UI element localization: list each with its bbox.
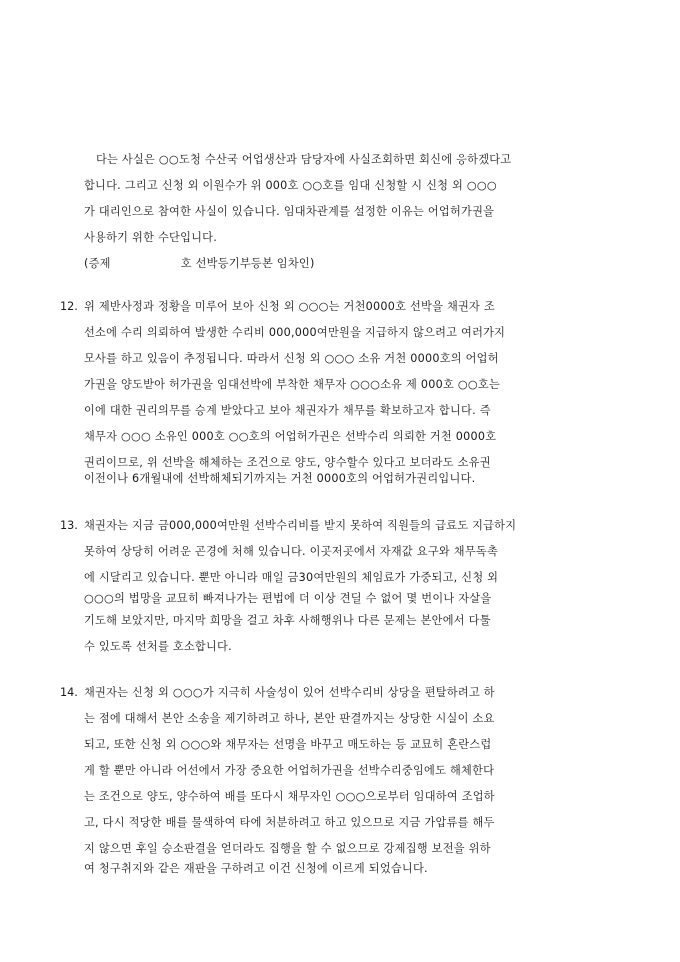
text-line: 위 제반사정과 정황을 미루어 보아 신청 외 ○○○는 거천0000호 선박을 채권자 조 <box>84 300 495 313</box>
text-line: 수 있도록 선처를 호소합니다. <box>84 640 232 653</box>
paragraph-number: 13. <box>60 519 78 532</box>
text-line: 합니다. 그리고 신청 외 이원수가 위 000호 ○○호를 임대 신청할 시 신청 외 ○○○ <box>84 179 497 192</box>
text-line: 여 청구취지와 같은 재판을 구하려고 이건 신청에 이르게 되었습니다. <box>84 862 428 875</box>
text-line: 채권자는 신청 외 ○○○가 지극히 사술성이 있어 선박수리비 상당을 편탈하려고 하 <box>84 686 495 699</box>
text-line: 고, 다시 적당한 배를 물색하여 타에 처분하려고 하고 있으므로 지금 가압류를 해두 <box>84 816 495 829</box>
paragraph-number: 12. <box>60 300 78 313</box>
text-line: 가 대리인으로 참여한 사실이 있습니다. 임대차관계를 설정한 이유는 어업허가권을 <box>84 205 495 218</box>
text-line: 채무자 ○○○ 소유인 000호 ○○호의 어업허가권은 선박수리 의뢰한 거천 0000호 <box>84 430 497 443</box>
text-line: 사용하기 위한 수단입니다. <box>84 231 218 244</box>
text-line: 기도해 보았지만, 마지막 희망을 걸고 차후 사해행위나 다른 문제는 본안에서 다툴 <box>84 614 491 627</box>
text-line: 선소에 수리 의뢰하여 발생한 수리비 000,000여만원을 지급하지 않으려고 여러가지 <box>84 326 506 339</box>
text-line: ○○○의 법망을 교묘히 빠져나가는 편법에 더 이상 견딜 수 없어 몇 번이나 자살을 <box>84 592 492 605</box>
text-line: 에 시달리고 있습니다. 뿐만 아니라 매일 금30여만원의 체임료가 가중되고, 신청 외 <box>84 571 499 584</box>
text-line: 못하여 상당히 어려운 곤경에 처해 있습니다. 이곳저곳에서 자재값 요구와 채무독촉 <box>84 545 499 558</box>
text-line: 는 조건으로 양도, 양수하여 배를 또다시 채무자인 ○○○으로부터 임대하여 조업하 <box>84 790 495 803</box>
text-line: 게 할 뿐만 아니라 어선에서 가장 중요한 어업허가권을 선박수리중임에도 해체한다 <box>84 764 495 777</box>
evidence-prefix: (증제 <box>84 257 111 270</box>
text-line: 이에 대한 권리의무를 승계 받았다고 보아 채권자가 채무를 확보하고자 합니다. 즉 <box>84 404 491 417</box>
text-line: 되고, 또한 신청 외 ○○○와 채무자는 선명을 바꾸고 매도하는 등 교묘히 혼란스럽 <box>84 738 492 751</box>
text-line: 모사를 하고 있음이 추정됩니다. 따라서 신청 외 ○○○ 소유 거천 0000호의 어업허 <box>84 352 499 365</box>
text-line: 이전이나 6개월내에 선박해체되기까지는 거천 0000호의 어업허가권리입니다. <box>84 472 476 485</box>
text-line: 는 점에 대해서 본안 소송을 제기하려고 하나, 본안 판결까지는 상당한 시실이 소요 <box>84 712 495 725</box>
text-line: 채권자는 지금 금000,000여만원 선박수리비를 받지 못하여 직원들의 급료도 지급하지 <box>84 519 517 532</box>
paragraph-number: 14. <box>60 686 78 699</box>
text-line: 권리이므로, 위 선박을 해체하는 조건으로 양도, 양수할수 있다고 보더라도 소유권 <box>84 456 491 469</box>
text-line: 다는 사실은 ○○도청 수산국 어업생산과 담당자에 사실조회하면 회신에 응하겠다고 <box>96 153 512 166</box>
evidence-reference <box>84 257 315 271</box>
text-line: 지 않으면 후일 승소판결을 얻더라도 집행을 할 수 없으므로 강제집행 보전을 위하 <box>84 842 491 855</box>
text-line: 가권을 양도받아 허가권을 임대선박에 부착한 채무자 ○○○소유 제 000호 ○○호는 <box>84 378 501 391</box>
evidence-suffix: 호 선박등기부등본 임차인) <box>180 257 315 270</box>
